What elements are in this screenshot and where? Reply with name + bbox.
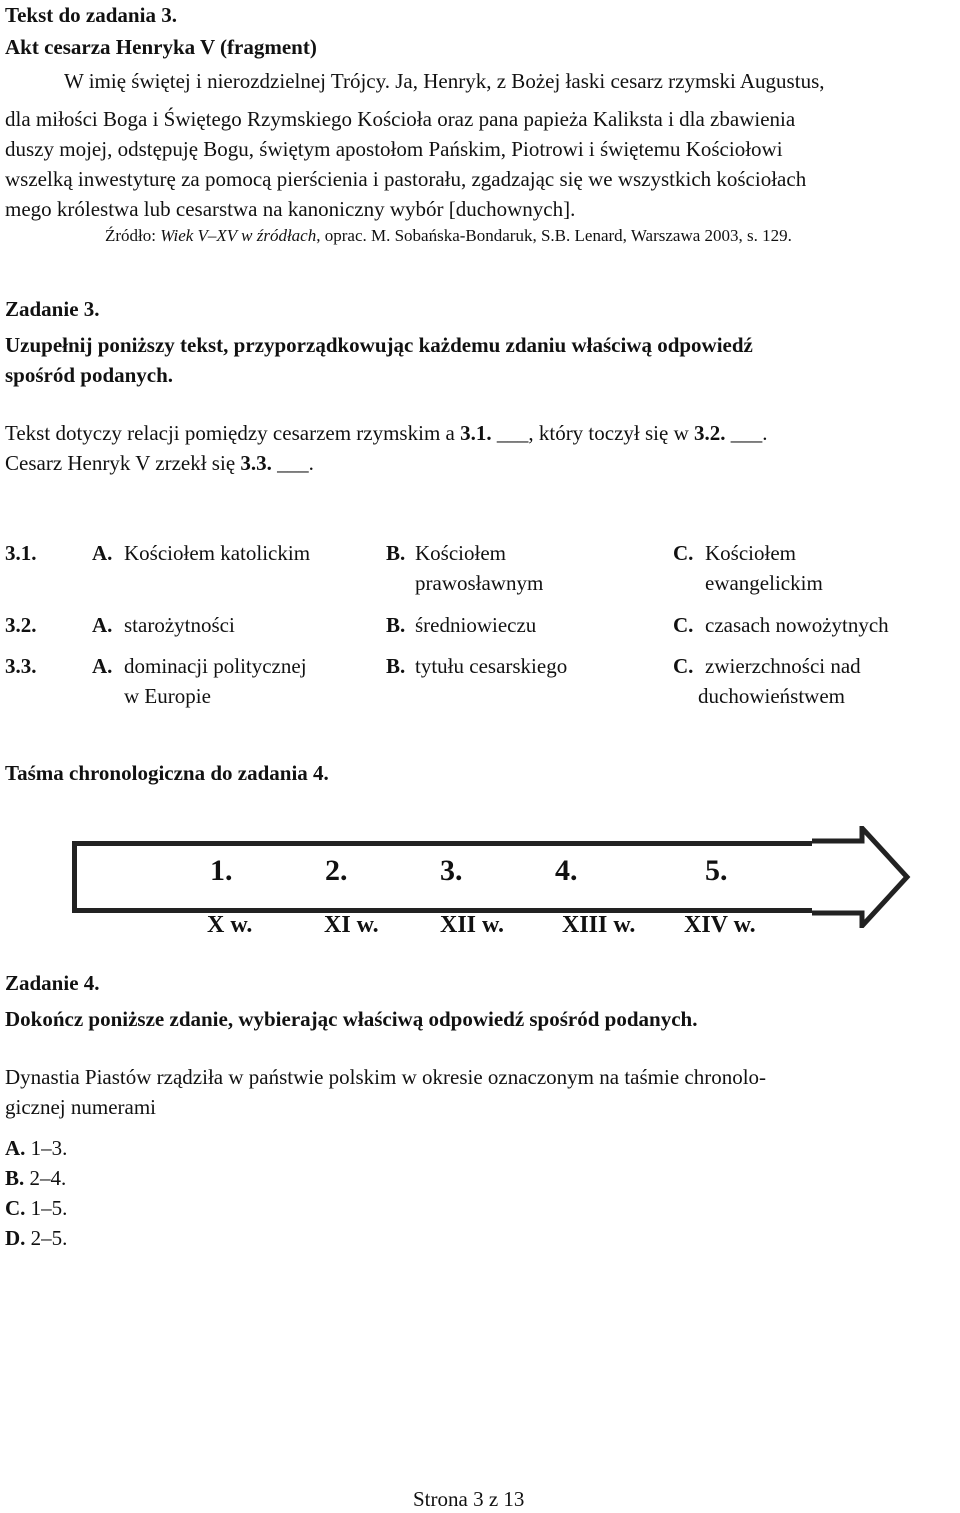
task4-text-line: Dynastia Piastów rządziła w państwie polskim w okresie oznaczonym na taśmie chronolo- bbox=[5, 1065, 767, 1089]
option-letter: B. bbox=[386, 541, 406, 565]
answer-row-id: 3.1. bbox=[5, 541, 37, 565]
task3-text-line: Cesarz Henryk V zrzekł się 3.3. ___. bbox=[5, 451, 314, 475]
option-text: czasach nowożytnych bbox=[705, 613, 889, 637]
task3-instruction: Uzupełnij poniższy tekst, przyporządkowując każdemu zdaniu właściwą odpowiedź bbox=[5, 333, 753, 357]
timeline-arrow-icon bbox=[812, 826, 912, 928]
option-text: zwierzchności nad bbox=[705, 654, 861, 678]
option-text: duchowieństwem bbox=[698, 684, 845, 708]
source-line: W imię świętej i nierozdzielnej Trójcy. Ja, Henryk, z Bożej łaski cesarz rzymski Augustus, bbox=[64, 69, 825, 93]
task4-heading: Zadanie 4. bbox=[5, 971, 100, 995]
option-letter: A. bbox=[92, 654, 113, 678]
timeline-century-label: X w. bbox=[207, 912, 253, 938]
answer-row-id: 3.2. bbox=[5, 613, 37, 637]
timeline-period-number: 1. bbox=[210, 854, 233, 887]
option-letter: C. bbox=[673, 541, 694, 565]
chronological-timeline bbox=[72, 826, 912, 946]
option-letter: A. bbox=[92, 541, 113, 565]
option-text: dominacji politycznej bbox=[124, 654, 307, 678]
task4-option: B. 2–4. bbox=[5, 1166, 67, 1190]
task3-heading: Zadanie 3. bbox=[5, 297, 100, 321]
option-text: Kościołem bbox=[415, 541, 506, 565]
task4-option: C. 1–5. bbox=[5, 1196, 68, 1220]
option-text: Kościołem bbox=[705, 541, 796, 565]
option-text: starożytności bbox=[124, 613, 235, 637]
task3-text-line: Tekst dotyczy relacji pomiędzy cesarzem rzymskim a 3.1. ___, który toczył się w 3.2. ___. bbox=[5, 421, 768, 445]
option-letter: B. bbox=[386, 613, 406, 637]
task4-text-line: gicznej numerami bbox=[5, 1095, 157, 1119]
source-title: Akt cesarza Henryka V (fragment) bbox=[5, 35, 317, 59]
task3-instruction: spośród podanych. bbox=[5, 363, 174, 387]
option-text: Kościołem katolickim bbox=[124, 541, 311, 565]
source-citation: Źródło: Wiek V–XV w źródłach, oprac. M. Sobańska-Bondaruk, S.B. Lenard, Warszawa 2003, s. 129. bbox=[105, 226, 792, 245]
source-line: dla miłości Boga i Świętego Rzymskiego Kościoła oraz pana papieża Kaliksta i dla zbawienia bbox=[5, 107, 796, 131]
option-text: ewangelickim bbox=[705, 571, 823, 595]
task4-instruction: Dokończ poniższe zdanie, wybierając właściwą odpowiedź spośród podanych. bbox=[5, 1007, 698, 1031]
option-text: średniowieczu bbox=[415, 613, 537, 637]
source-line: mego królestwa lub cesarstwa na kanoniczny wybór [duchownych]. bbox=[5, 197, 576, 221]
option-text: w Europie bbox=[124, 684, 211, 708]
timeline-century-label: XI w. bbox=[324, 912, 379, 938]
timeline-period-number: 4. bbox=[555, 854, 578, 887]
timeline-period-number: 2. bbox=[325, 854, 348, 887]
source-label: Tekst do zadania 3. bbox=[5, 3, 177, 27]
timeline-century-label: XIV w. bbox=[684, 912, 756, 938]
option-text: tytułu cesarskiego bbox=[415, 654, 568, 678]
task4-option: D. 2–5. bbox=[5, 1226, 68, 1250]
option-letter: A. bbox=[92, 613, 113, 637]
timeline-century-label: XIII w. bbox=[562, 912, 636, 938]
timeline-title: Taśma chronologiczna do zadania 4. bbox=[5, 761, 329, 785]
option-text: prawosławnym bbox=[415, 571, 544, 595]
timeline-century-label: XII w. bbox=[440, 912, 505, 938]
answer-row-id: 3.3. bbox=[5, 654, 37, 678]
timeline-period-number: 5. bbox=[705, 854, 728, 887]
page-number: Strona 3 z 13 bbox=[413, 1487, 525, 1511]
task4-option: A. 1–3. bbox=[5, 1136, 68, 1160]
timeline-period-number: 3. bbox=[440, 854, 463, 887]
option-letter: C. bbox=[673, 613, 694, 637]
source-line: wszelką inwestyturę za pomocą pierścienia i pastorału, zgadzając się we wszystkich kościołach bbox=[5, 167, 807, 191]
source-line: duszy mojej, odstępuję Bogu, świętym apostołom Pańskim, Piotrowi i świętemu Kościołowi bbox=[5, 137, 783, 161]
option-letter: C. bbox=[673, 654, 694, 678]
timeline-band bbox=[72, 841, 862, 913]
option-letter: B. bbox=[386, 654, 406, 678]
